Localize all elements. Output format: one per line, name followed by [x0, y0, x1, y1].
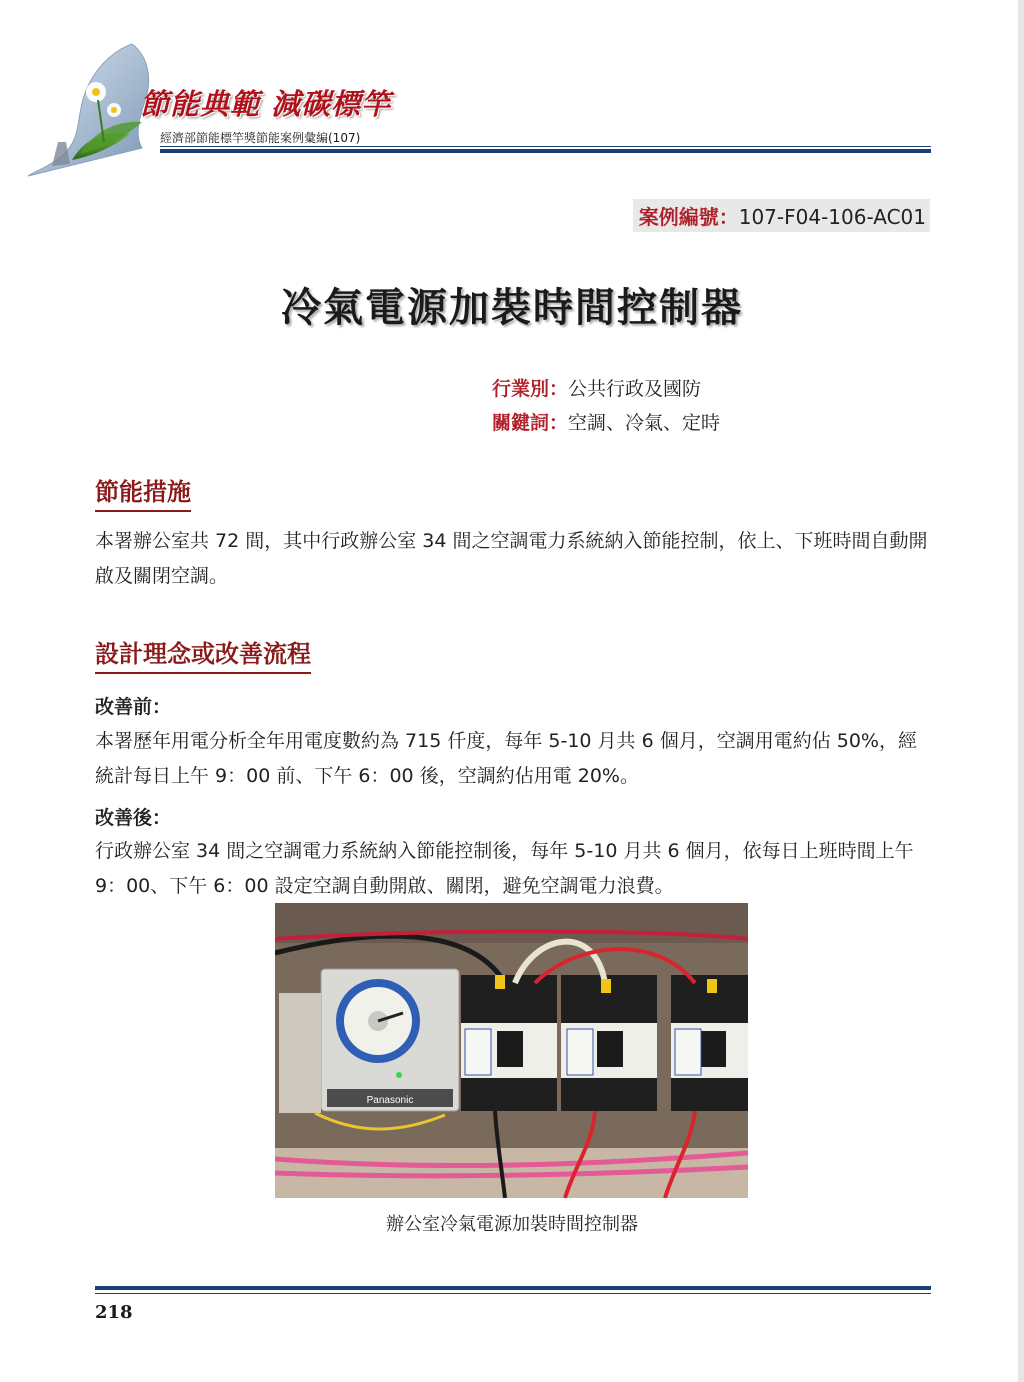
- section-heading-design: 設計理念或改善流程: [95, 634, 311, 674]
- before-body: 本署歷年用電分析全年用電度數約為 715 仟度，每年 5-10 月共 6 個月，空調用電約佔 50%，經統計每日上午 9：00 前、下午 6：00 後，空調約佔用電 20%。: [95, 730, 917, 787]
- measures-body: 本署辦公室共 72 間，其中行政辦公室 34 間之空調電力系統納入節能控制，依上、下班時間自動開啟及關閉空調。: [95, 530, 928, 587]
- footer-rule-thin: [95, 1293, 931, 1294]
- industry-label: 行業別：: [492, 378, 569, 400]
- header-rule-thin: [160, 146, 931, 147]
- case-number-value: 107-F04-106-AC01: [738, 205, 926, 229]
- photo-caption: 辦公室冷氣電源加裝時間控制器: [386, 1214, 638, 1235]
- before-label: 改善前：: [95, 696, 172, 718]
- case-number-label: 案例編號：: [638, 205, 739, 229]
- keywords-line: [492, 408, 720, 435]
- page-edge-shadow: [1018, 0, 1024, 1382]
- page-number: 218: [95, 1302, 133, 1323]
- industry-value: 公共行政及國防: [568, 378, 702, 400]
- timer-controller-photo: [275, 903, 748, 1198]
- section-heading-measures: 節能措施: [95, 472, 191, 512]
- header-title-main: 節能典範 減碳標竿: [140, 87, 392, 121]
- page-title: 冷氣電源加裝時間控制器: [281, 285, 743, 331]
- header-title-sub: 經濟部節能標竿獎節能案例彙編(107): [160, 131, 361, 145]
- after-label: 改善後：: [95, 807, 172, 829]
- industry-line: [492, 374, 701, 401]
- keywords-value: 空調、冷氣、定時: [568, 412, 721, 434]
- after-body: 行政辦公室 34 間之空調電力系統納入節能控制後，每年 5-10 月共 6 個月，依每日上班時間上午 9：00、下午 6：00 設定空調自動開啟、關閉，避免空調電力浪費。: [95, 840, 914, 897]
- timer-brand-label: Panasonic: [366, 1095, 414, 1106]
- keywords-label: 關鍵詞：: [492, 412, 569, 434]
- footer-rule-thick: [95, 1286, 931, 1290]
- case-number: [633, 199, 930, 232]
- header-rule-thick: [160, 149, 931, 153]
